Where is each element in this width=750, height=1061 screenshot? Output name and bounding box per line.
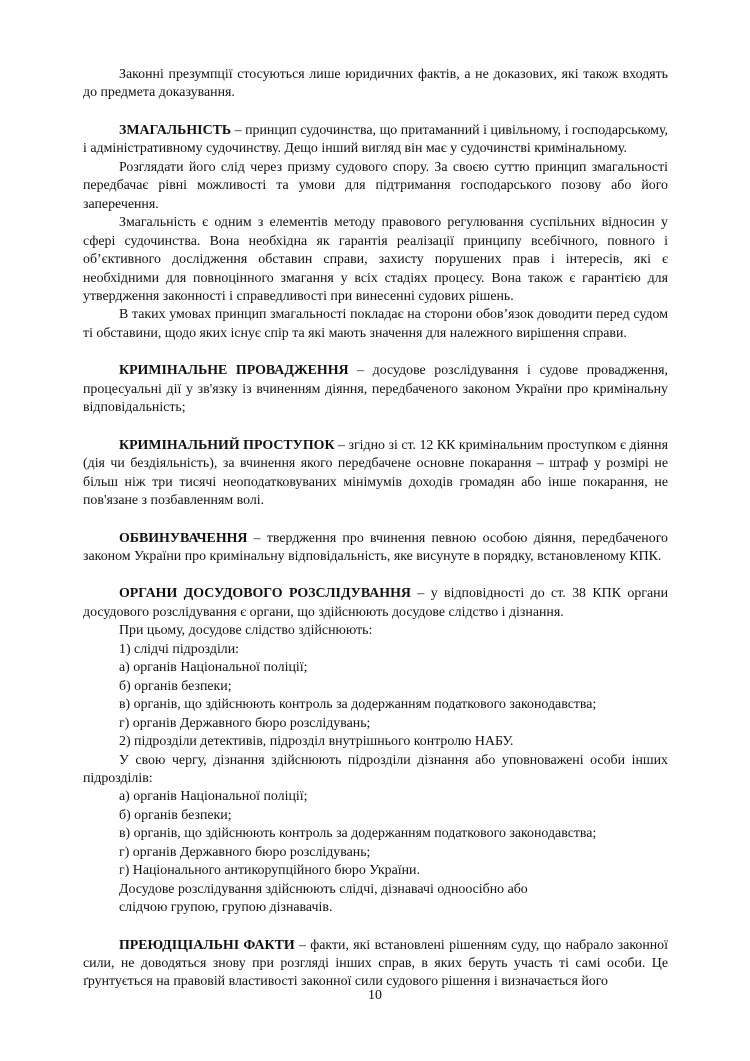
- definition-text: – досудове розслідування і судове провадження, процесуальні дії у зв'язку із вчиненням діяння, передбаченого законом України про кримінальну відповідальність;: [83, 363, 668, 416]
- list-item: а) органів Національної поліції;: [119, 660, 308, 676]
- paragraph-adversarial-2: Розглядати його слід через призму судового спору. За своєю суттю принцип змагальності передбачає рівні можливості та умови для підтримання господарського позову або його заперечення.: [83, 159, 668, 212]
- definition-text: – згідно зі ст. 12 КК кримінальним проступком є діяння (дія чи бездіяльність), за вчинення якого передбачене основне покарання – штраф у розмірі не більш ніж три тисячі неоподатковуваних мінімумів доходів громадян або інше покарання, не пов'язане з позбавленням волі.: [83, 437, 668, 509]
- list-item: 2) підрозділи детективів, підрозділ внутрішнього контролю НАБУ.: [119, 734, 514, 750]
- page-number: 10: [368, 988, 382, 1003]
- definition-text: – принцип судочинства, що притаманний і цивільному, і господарському, і адміністративному судочинству. Дещо інший вигляд він має у судочинстві кримінальному.: [83, 122, 668, 157]
- paragraph-prejudicial-facts: [83, 937, 668, 992]
- paragraph-criminal-proceedings: [83, 362, 668, 417]
- list-item: в) органів, що здійснюють контроль за додержанням податкового законодавства;: [119, 826, 597, 842]
- term-investigation-bodies: ОРГАНИ ДОСУДОВОГО РОЗСЛІДУВАННЯ: [119, 586, 411, 602]
- paragraph-presumptions: Законні презумпції стосуються лише юридичних фактів, а не доказових, які також входять до предмета доказування.: [83, 67, 668, 101]
- paragraph-criminal-misdemeanor: [83, 437, 668, 511]
- list-item: г) Національного антикорупційного бюро України.: [119, 863, 420, 879]
- term-adversarial: ЗМАГАЛЬНІСТЬ: [119, 122, 232, 138]
- list-intro: У свою чергу, дізнання здійснюють підрозділи дізнання або уповноважені особи інших підрозділів:: [83, 752, 668, 786]
- paragraph-accusation: [83, 530, 668, 567]
- list-item: а) органів Національної поліції;: [119, 789, 308, 805]
- term-criminal-proceedings: КРИМІНАЛЬНЕ ПРОВАДЖЕННЯ: [119, 363, 349, 379]
- list-intro: При цьому, досудове слідство здійснюють:: [119, 623, 373, 639]
- paragraph-investigation-bodies: [83, 585, 668, 622]
- list-item: б) органів безпеки;: [119, 807, 232, 823]
- term-criminal-misdemeanor: КРИМІНАЛЬНИЙ ПРОСТУПОК: [119, 437, 335, 453]
- definition-text: – факти, які встановлені рішенням суду, що набрало законної сили, не доводяться знову при розгляді інших справ, в яких беруть участь ті самі особи. Це ґрунтується на правовій властивості законної сили судового рішення і визначається його: [83, 937, 668, 990]
- paragraph-adversarial-4: В таких умовах принцип змагальності покладає на сторони обов’язок доводити перед судом ті обставини, щодо яких існує спір та які мають значення для належного вирішення справи.: [83, 307, 668, 341]
- list-item: б) органів безпеки;: [119, 678, 232, 694]
- paragraph-adversarial-3: Змагальність є одним з елементів методу правового регулювання суспільних відносин у сфері судочинства. Вона необхідна як гарантія реалізації принципу всебічного, повного і об’єктивного дослідження обставин справи, захисту порушених прав і інтересів, які є необхідними для повноцінного змагання у всіх стадіях процесу. Вона також є гарантією для утвердження законності і справедливості при винесенні судових рішень.: [83, 215, 668, 304]
- paragraph-investigators: Досудове розслідування здійснюють слідчі, дізнавачі одноосібно або слідчою групою, групою дізнавачів.: [119, 881, 528, 916]
- paragraph-adversarial: [83, 122, 668, 159]
- definition-text: – у відповідності до ст. 38 КПК органи досудового розслідування є органи, що здійснюють досудове слідство і дізнання.: [83, 586, 669, 620]
- list-item: 1) слідчі підрозділи:: [119, 641, 240, 657]
- term-prejudicial-facts: ПРЕЮДІЦІАЛЬНІ ФАКТИ: [119, 937, 295, 953]
- list-item: в) органів, що здійснюють контроль за додержанням податкового законодавства;: [119, 697, 597, 713]
- term-accusation: ОБВИНУВАЧЕННЯ: [119, 530, 248, 546]
- list-item: г) органів Державного бюро розслідувань;: [119, 844, 371, 860]
- definition-text: – твердження про вчинення певною особою діяння, передбаченого законом України про кримінальну відповідальність, яке висунуте в порядку, встановленому КПК.: [83, 530, 668, 564]
- list-item: г) органів Державного бюро розслідувань;: [119, 715, 371, 731]
